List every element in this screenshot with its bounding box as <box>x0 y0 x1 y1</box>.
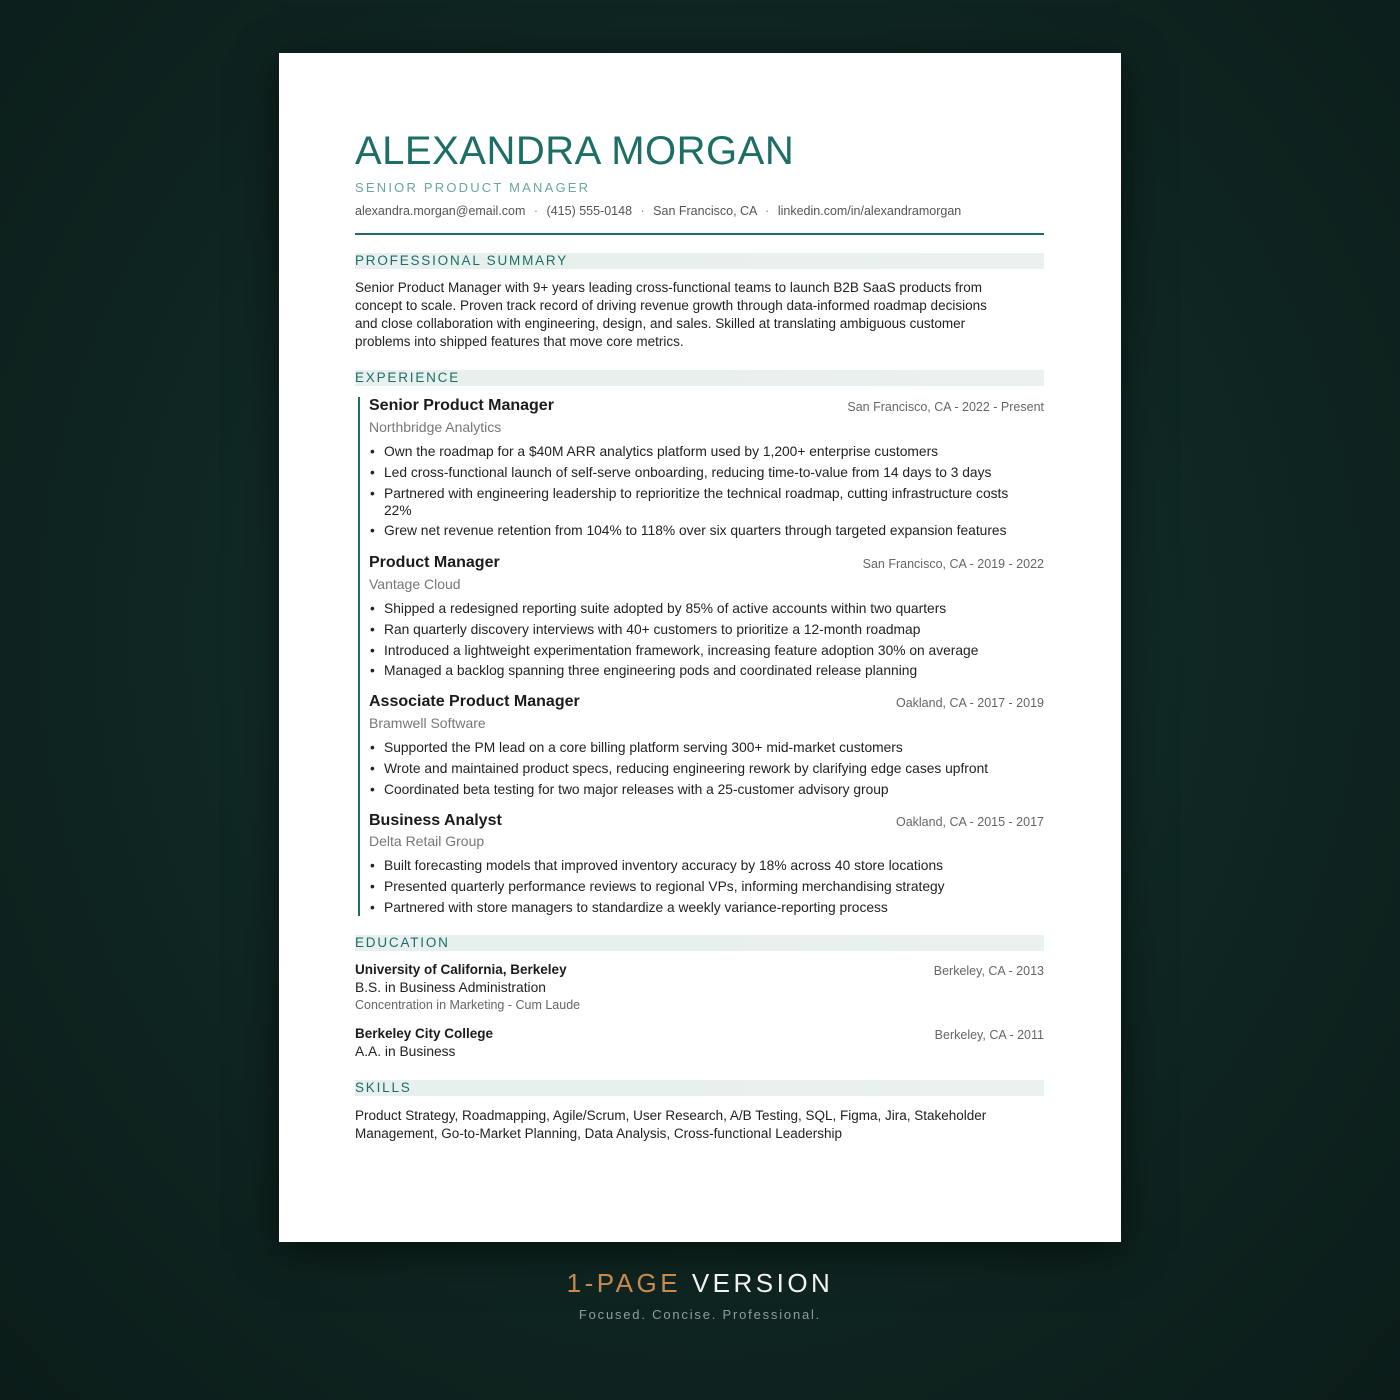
job-bullet: • Supported the PM lead on a core billing platform serving 300+ mid-market customers <box>369 739 1029 756</box>
footer-subtitle: Focused. Concise. Professional. <box>578 1307 822 1322</box>
contact-separator: · <box>640 204 645 218</box>
job-bullet: • Shipped a redesigned reporting suite adopted by 85% of active accounts within two quarters <box>369 600 1029 617</box>
education-school: Berkeley City College <box>355 1026 494 1041</box>
education-degree: B.S. in Business Administration <box>355 980 546 995</box>
section-title-summary: PROFESSIONAL SUMMARY <box>355 253 569 268</box>
contact-linkedin: linkedin.com/in/alexandramorgan <box>777 204 962 218</box>
section-bar-skills <box>355 1080 1044 1096</box>
header-divider <box>355 233 1044 235</box>
job-company: Northbridge Analytics <box>369 419 502 435</box>
job-company: Vantage Cloud <box>369 576 461 592</box>
education-degree: A.A. in Business <box>355 1044 456 1059</box>
candidate-role: SENIOR PRODUCT MANAGER <box>355 180 591 195</box>
job-meta: Oakland, CA - 2015 - 2017 <box>895 815 1044 829</box>
job-meta: San Francisco, CA - 2022 - Present <box>847 400 1044 414</box>
job-title: Business Analyst <box>369 812 502 829</box>
job-bullet: • Introduced a lightweight experimentation framework, increasing feature adoption 30% on average <box>369 642 1029 659</box>
education-meta: Berkeley, CA - 2013 <box>933 964 1044 978</box>
contact-phone: (415) 555-0148 <box>546 204 633 218</box>
contact-email: alexandra.morgan@email.com <box>355 204 526 218</box>
job-bullet: • Presented quarterly performance reviews to regional VPs, informing merchandising strategy <box>369 878 1029 895</box>
job-bullets <box>369 739 1029 801</box>
job-bullet: • Led cross-functional launch of self-serve onboarding, reducing time-to-value from 14 days to 3 days <box>369 464 1029 481</box>
section-title-skills: SKILLS <box>355 1080 412 1095</box>
education-meta: Berkeley, CA - 2011 <box>934 1028 1044 1042</box>
job-bullets <box>369 857 1029 919</box>
experience-timeline-bar <box>358 397 360 916</box>
education-note: Concentration in Marketing - Cum Laude <box>355 998 581 1012</box>
footer-title-rest: VERSION <box>691 1268 834 1298</box>
job-meta: San Francisco, CA - 2019 - 2022 <box>862 557 1044 571</box>
job-title: Senior Product Manager <box>369 397 554 414</box>
job-meta: Oakland, CA - 2017 - 2019 <box>895 696 1044 710</box>
job-bullet: • Coordinated beta testing for two major releases with a 25-customer advisory group <box>369 781 1029 798</box>
contact-separator: · <box>533 204 539 218</box>
contact-location: San Francisco, CA <box>653 204 757 218</box>
section-bar-education <box>355 935 1044 951</box>
summary-text: Senior Product Manager with 9+ years leading cross-functional teams to launch B2B SaaS products from concept to scale. Proven track record of driving revenue growth through data-informed roadmap decisions and close collaboration with engineering, design, and sales. Skilled at translating ambiguous customer problems into shipped features that move core metrics. <box>355 280 987 349</box>
job-bullet: • Partnered with engineering leadership to reprioritize the technical roadmap, cutting infrastructure costs 22% <box>369 485 1029 519</box>
footer-title-accent: 1-PAGE <box>566 1268 682 1298</box>
job-bullet: • Ran quarterly discovery interviews with 40+ customers to prioritize a 12-month roadmap <box>369 621 1029 638</box>
job-title: Product Manager <box>369 554 500 571</box>
job-bullet: • Wrote and maintained product specs, reducing engineering rework by clarifying edge cases upfront <box>369 760 1029 777</box>
section-title-education: EDUCATION <box>355 935 450 950</box>
candidate-name: ALEXANDRA MORGAN <box>355 129 795 173</box>
job-title: Associate Product Manager <box>369 693 580 710</box>
job-bullet: • Grew net revenue retention from 104% to 118% over six quarters through targeted expansion features <box>369 522 1029 539</box>
contact-line <box>355 204 961 218</box>
contact-separator: · <box>765 204 770 218</box>
job-bullet: • Built forecasting models that improved inventory accuracy by 18% across 40 store locations <box>369 857 1029 874</box>
skills-text: Product Strategy, Roadmapping, Agile/Scrum, User Research, A/B Testing, SQL, Figma, Jira, Stakeholder Management, Go-to-Market Planning, Data Analysis, Cross-functional Leadership <box>355 1108 987 1141</box>
footer-title <box>0 1268 1400 1299</box>
job-bullet: • Partnered with store managers to standardize a weekly variance-reporting process <box>369 899 1029 916</box>
job-company: Delta Retail Group <box>369 833 485 849</box>
job-company: Bramwell Software <box>369 715 486 731</box>
job-bullets <box>369 600 1029 683</box>
job-bullet: • Managed a backlog spanning three engineering pods and coordinated release planning <box>369 662 1029 679</box>
resume-page <box>279 53 1121 1242</box>
education-school: University of California, Berkeley <box>355 962 567 977</box>
job-bullets <box>369 443 1029 543</box>
job-bullet: • Own the roadmap for a $40M ARR analytics platform used by 1,200+ enterprise customers <box>369 443 1029 460</box>
section-title-experience: EXPERIENCE <box>355 370 461 385</box>
